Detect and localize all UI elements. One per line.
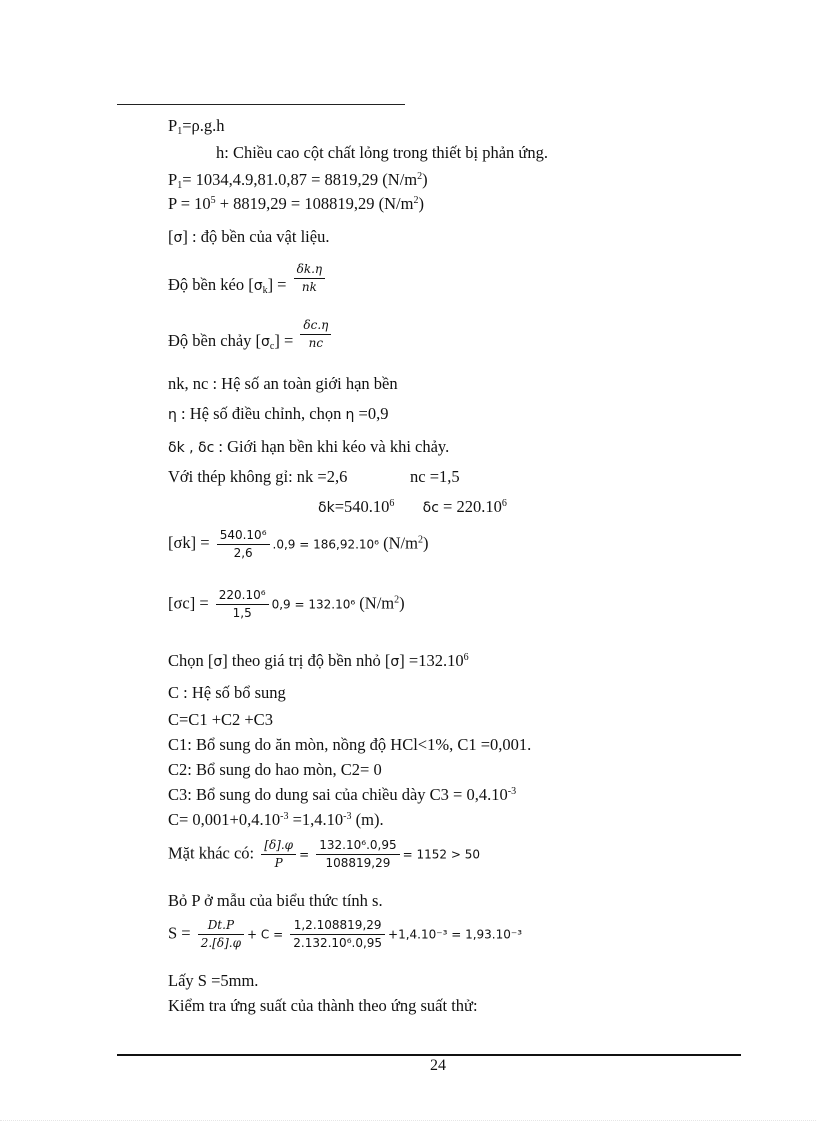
ratio-fraction-2: $\frac{\text{132.10⁶.0,95}}{108819,29}$: [316, 838, 399, 871]
formula-ratio-check: Mặt khác có: $\frac{[\delta].\varphi}{P}$ = $\frac{\text{132.10⁶.0,95}}{108819,29}$ = 1152 > 50: [168, 838, 480, 870]
text-stress-check: Kiểm tra ứng suất của thành theo ứng suất thử:: [168, 996, 478, 1015]
thickness-fraction-1: $\frac{Dt.P}{2.[\delta].\varphi}$: [198, 918, 244, 951]
text-sigma-definition: [σ] : độ bền của vật liệu.: [168, 227, 330, 246]
text-delta-limits: δk , δc : Giới hạn bền khi kéo và khi chảy.: [168, 437, 450, 456]
text-eta: η : Hệ số điều chỉnh, chọn η =0,9: [168, 404, 389, 423]
formula-p1-value: $P_1= 1034,4.9,81.0,87 = 8819,29$ $(N/m^2)$: [168, 170, 428, 191]
text-steel-factors-b: nc =1,5: [410, 467, 460, 486]
text-safety-factor: nk, nc : Hệ số an toàn giới hạn bền: [168, 374, 398, 393]
text-c3: C3: Bổ sung do dung sai của chiều dày $C3 = 0,4.10^{-3}$: [168, 785, 517, 804]
formula-delta-values: $\delta k=540.10^6$ $\delta c = 220.10^6$: [318, 497, 507, 516]
text-choose-sigma: Chọn [σ] theo giá trị độ bền nhỏ $[\sigma] =132.10^6$: [168, 651, 469, 670]
formula-c-value: $C= 0,001+0,4.10^{-3} =1,4.10^{-3}$ (m).: [168, 810, 384, 829]
formula-sigma-c: [σc] = $\frac{\text{220.10⁶}}{1,5}$ 0,9 = 132.10⁶ $(N/m^2)$: [168, 588, 405, 620]
text-c-definition: C : Hệ số bổ sung: [168, 683, 286, 702]
page-edge-dots: [0, 1120, 816, 1121]
formula-tensile-strength: Độ bền kéo $[_{\sigma k}]$ = $\frac{\delta k.\eta}{nk}$: [168, 262, 328, 295]
text-h-definition: h: Chiều cao cột chất lỏng trong thiết bị phản ứng.: [216, 143, 548, 162]
sigma-k-fraction: $\frac{\text{540.10⁶}}{2,6}$: [217, 528, 270, 561]
page-number: 24: [430, 1057, 446, 1074]
text-c1: C1: Bổ sung do ăn mòn, nồng độ HCl<1%, C1 =0,001.: [168, 735, 532, 754]
footer-rule: [117, 1054, 741, 1056]
formula-sigma-k: [σk] = $\frac{\text{540.10⁶}}{2,6}$ .0,9 = 186,92.10⁶ $(N/m^2)$: [168, 528, 429, 560]
text-c2: C2: Bổ sung do hao mòn, C2= 0: [168, 760, 382, 779]
text-drop-p: Bỏ P ở mẫu của biểu thức tính s.: [168, 891, 383, 910]
sigma-c-fraction: $\frac{\text{220.10⁶}}{1,5}$: [216, 588, 269, 621]
text-take-s: Lấy S =5mm.: [168, 971, 259, 990]
header-rule: [117, 104, 405, 105]
formula-p-total: $P = 10^5 + 8819,29 = 108819,29$ $(N/m^2)$: [168, 194, 424, 213]
formula-yield-strength: Độ bền chảy $[_{\sigma c}]$ = $\frac{\delta c.\eta}{nc}$: [168, 318, 334, 351]
text-steel-factors-a: Với thép không gỉ: nk =2,6: [168, 467, 348, 486]
thickness-fraction-2: $\frac{1,2.108819,29}{\text{2.132.10⁶.0,95}}$: [290, 918, 385, 951]
ratio-fraction-1: $\frac{[\delta].\varphi}{P}$: [261, 838, 296, 871]
yield-fraction: $\frac{\delta c.\eta}{nc}$: [300, 318, 331, 351]
formula-thickness: S = $\frac{Dt.P}{2.[\delta].\varphi}$ + C = $\frac{1,2.108819,29}{\text{2.132.10⁶.0,95}}$ +1,4.10⁻³ = 1,93.10⁻³: [168, 918, 523, 950]
formula-c-sum: C=C1 +C2 +C3: [168, 710, 273, 729]
tensile-fraction: $\frac{\delta k.\eta}{nk}$: [294, 262, 326, 295]
formula-p1: $P_1=\rho.g.h$: [168, 116, 225, 137]
